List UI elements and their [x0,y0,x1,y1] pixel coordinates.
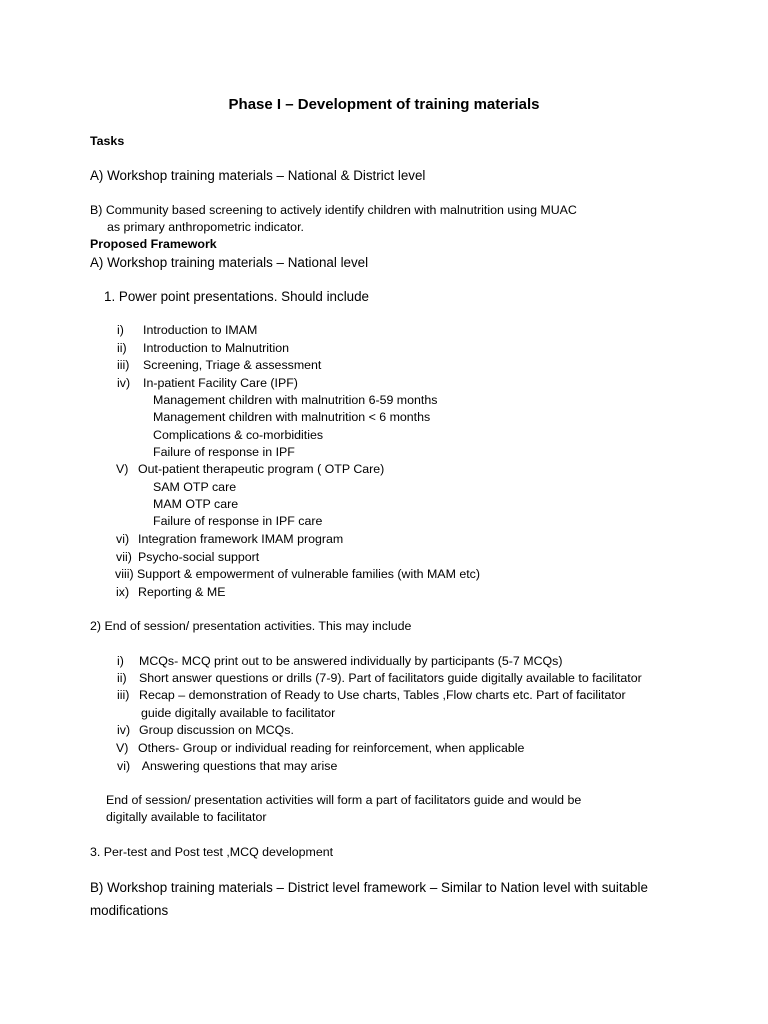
item-2: 2) End of session/ presentation activities. This may include [90,619,412,633]
list-item [116,549,259,565]
tasks-heading: Tasks [90,134,125,148]
list-number: ix) [116,585,130,599]
list-text: Reporting & ME [138,585,226,599]
list-number: vi) [117,759,131,773]
list-text: In-patient Facility Care (IPF) [143,376,298,390]
list-text: Integration framework IMAM program [138,532,344,546]
page-title: Phase I – Development of training materials [228,96,540,113]
sub-list-item: MAM OTP care [153,497,239,511]
task-b-line2: as primary anthropometric indicator. [107,220,304,234]
activity-item-continuation: guide digitally available to facilitator [141,706,336,720]
list-item [117,340,289,356]
list-text: Support & empowerment of vulnerable families (with MAM etc) [137,567,480,581]
list-number: vii) [116,550,132,564]
list-item [117,375,298,391]
list-number: ii) [117,671,127,685]
list-number: iii) [117,358,130,372]
activity-item [117,722,294,738]
list-number: viii) [115,567,134,581]
activity-item [117,758,337,774]
activity-item [116,740,524,756]
list-text: MCQs- MCQ print out to be answered individually by participants (5-7 MCQs) [139,654,563,668]
list-item [116,584,225,600]
list-text: Group discussion on MCQs. [139,723,294,737]
list-item [116,461,384,477]
task-a: A) Workshop training materials – National & District level [90,168,426,183]
list-text: Short answer questions or drills (7-9). Part of facilitators guide digitally available to facilitator [139,671,642,685]
task-b-line1: B) Community based screening to actively identify children with malnutrition using MUAC [90,203,577,217]
sub-list-item: Complications & co-morbidities [153,428,324,442]
list-number: i) [117,323,124,337]
item-3: 3. Per-test and Post test ,MCQ development [90,845,334,859]
list-text: Out-patient therapeutic program ( OTP Care) [138,462,385,476]
list-item [115,566,480,582]
section-a-heading: A) Workshop training materials – National level [90,255,369,270]
list-text: Answering questions that may arise [139,759,338,773]
list-text: Introduction to Malnutrition [143,341,290,355]
framework-heading: Proposed Framework [90,237,217,251]
list-number: V) [116,462,129,476]
sub-list-item: Failure of response in IPF care [153,514,323,528]
list-text: Introduction to IMAM [143,323,258,337]
list-number: V) [116,741,129,755]
list-text: Screening, Triage & assessment [143,358,322,372]
list-number: i) [117,654,124,668]
list-number: ii) [117,341,127,355]
list-item [116,531,343,547]
sub-list-item: SAM OTP care [153,480,237,494]
list-number: iv) [117,723,131,737]
list-number: iii) [117,688,130,702]
list-number: iv) [117,376,131,390]
section-b-line2: modifications [90,903,169,918]
activity-item [117,653,563,669]
list-text: Psycho-social support [138,550,260,564]
item-1: 1. Power point presentations. Should include [104,289,370,304]
list-number: vi) [116,532,130,546]
activity-item [117,670,642,686]
activities-note-line1: End of session/ presentation activities will form a part of facilitators guide and would be [106,793,582,807]
sub-list-item: Management children with malnutrition 6-59 months [153,393,438,407]
list-text: Recap – demonstration of Ready to Use charts, Tables ,Flow charts etc. Part of facilitator [139,688,626,702]
activity-item [117,687,626,703]
section-b-line1: B) Workshop training materials – District level framework – Similar to Nation level with suitable [90,880,648,895]
activities-note-line2: digitally available to facilitator [106,810,267,824]
sub-list-item: Failure of response in IPF [153,445,295,459]
list-item [117,322,257,338]
list-text: Others- Group or individual reading for reinforcement, when applicable [138,741,525,755]
sub-list-item: Management children with malnutrition < 6 months [153,410,431,424]
list-item [117,357,321,373]
